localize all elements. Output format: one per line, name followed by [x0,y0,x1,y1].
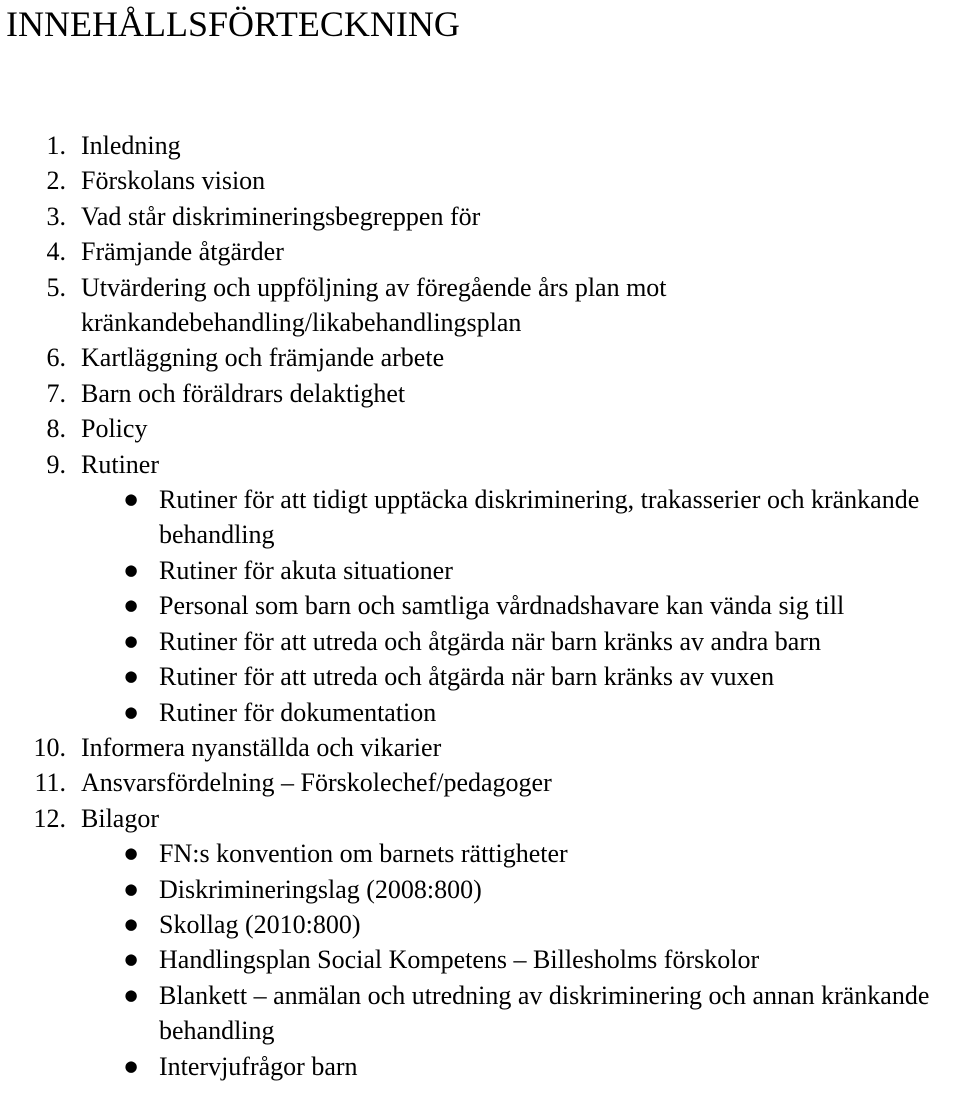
toc-subitem [0,482,960,553]
table-of-contents [0,128,960,1084]
toc-item-11 [0,765,960,800]
toc-item-label: Rutiner [81,449,159,479]
toc-item-label: Utvärdering och uppföljning av föregående års plan mot kränkandebehandling/likabehandlingsplan [81,272,667,338]
toc-subitem-label: Rutiner för att tidigt upptäcka diskriminering, trakasserier och kränkande behandling [159,485,920,550]
toc-subitem [0,624,960,659]
toc-subitem-label: Rutiner för att utreda och åtgärda när barn kränks av vuxen [159,662,775,692]
toc-subitem [0,872,960,907]
page-title: INNEHÅLLSFÖRTECKNING [6,4,460,44]
toc-item-number: 7. [46,378,66,408]
bullet-icon: ● [124,914,138,933]
toc-item-number: 4. [46,237,66,267]
bullet-icon: ● [124,950,138,969]
toc-subitem-label: Rutiner för dokumentation [159,697,437,727]
toc-item-10 [0,730,960,765]
toc-item-number: 3. [46,201,66,231]
toc-item-3 [0,199,960,234]
toc-item-label: Förskolans vision [81,166,266,196]
toc-subitem [0,942,960,977]
toc-item-6 [0,340,960,375]
toc-subitem-label: Diskrimineringslag (2008:800) [159,874,482,904]
bullet-icon: ● [124,560,138,579]
bullet-icon: ● [124,1056,138,1075]
toc-item-9 [0,447,960,730]
toc-item-number: 6. [46,343,66,373]
bullet-icon: ● [124,631,138,650]
toc-item-label: Ansvarsfördelning – Förskolechef/pedagoger [81,768,552,798]
toc-item-7 [0,376,960,411]
bullet-icon: ● [124,844,138,863]
toc-subitem [0,1049,960,1084]
toc-item-12 [0,801,960,1084]
toc-item-number: 8. [46,414,66,444]
bullet-icon: ● [124,879,138,898]
toc-item-label: Kartläggning och främjande arbete [81,343,445,373]
toc-item-label: Vad står diskrimineringsbegreppen för [81,201,481,231]
toc-item-1 [0,128,960,163]
toc-item-8 [0,411,960,446]
toc-subitem [0,978,960,1049]
toc-item-label: Inledning [81,131,181,160]
toc-item-label: Informera nyanställda och vikarier [81,732,442,762]
toc-item-number: 12. [33,803,66,833]
toc-subitem [0,695,960,730]
toc-item-number: 2. [46,166,66,196]
toc-subitem-label: Handlingsplan Social Kompetens – Billesholms förskolor [159,945,760,975]
toc-item-label: Bilagor [81,803,159,833]
toc-subitem [0,907,960,942]
toc-subitem-label: FN:s konvention om barnets rättigheter [159,839,568,869]
toc-subitem-label: Rutiner för att utreda och åtgärda när barn kränks av andra barn [159,626,821,656]
toc-item-number: 11. [34,768,66,798]
toc-item-label: Barn och föräldrars delaktighet [81,378,406,408]
bullet-icon: ● [124,490,138,509]
bullet-icon: ● [124,667,138,686]
toc-item-number: 1. [46,131,66,160]
toc-sublist [81,482,960,730]
toc-subitem-label: Blankett – anmälan och utredning av diskriminering och annan kränkande behandling [159,980,930,1046]
toc-item-number: 9. [46,449,66,479]
toc-item-number: 10. [33,732,66,762]
toc-subitem-label: Intervjufrågor barn [159,1051,358,1081]
toc-item-4 [0,234,960,269]
toc-item-number: 5. [46,272,66,302]
toc-subitem-label: Rutiner för akuta situationer [159,555,453,585]
toc-item-label: Främjande åtgärder [81,237,284,267]
toc-sublist [81,836,960,1084]
toc-subitem-label: Skollag (2010:800) [159,909,361,939]
bullet-icon: ● [124,985,138,1004]
toc-subitem [0,659,960,694]
toc-subitem [0,836,960,871]
toc-subitem-label: Personal som barn och samtliga vårdnadshavare kan vända sig till [159,591,845,621]
toc-subitem [0,588,960,623]
bullet-icon: ● [124,596,138,615]
toc-item-label: Policy [81,414,148,444]
toc-subitem [0,553,960,588]
toc-item-5 [0,270,960,341]
bullet-icon: ● [124,702,138,721]
toc-item-2 [0,163,960,198]
